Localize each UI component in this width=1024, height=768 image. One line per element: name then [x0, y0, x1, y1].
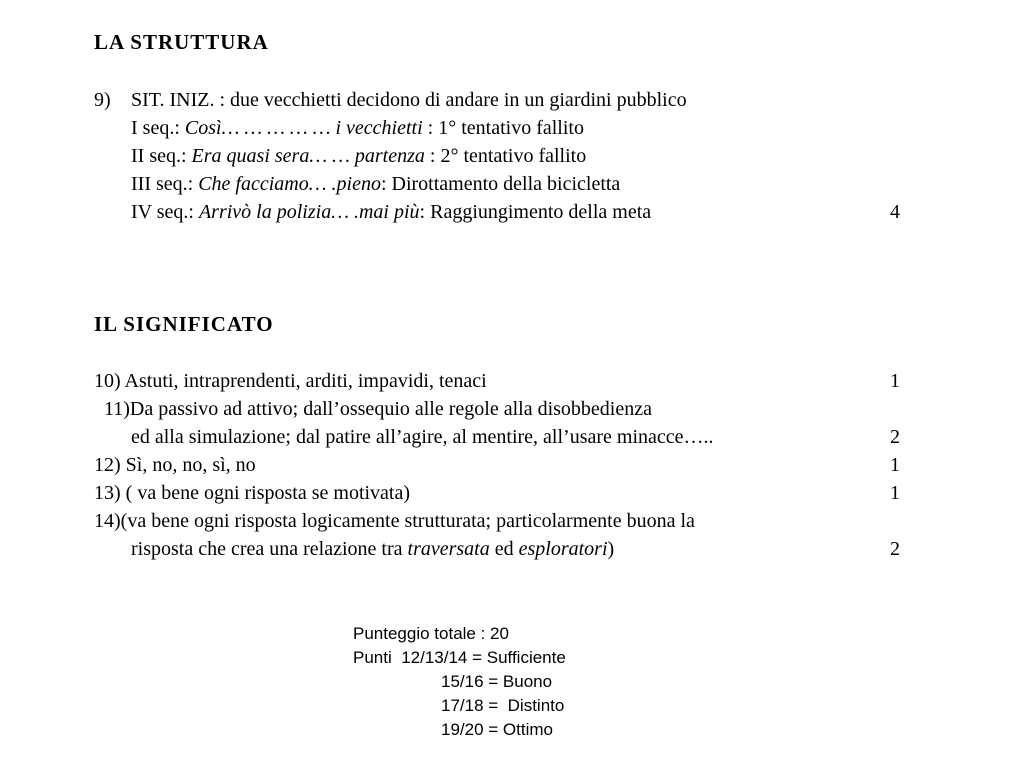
- item-14-italic-esploratori: esploratori: [518, 538, 608, 560]
- sequence-4-prefix: IV seq.:: [131, 201, 199, 223]
- item-14-line-2-start: risposta che crea una relazione tra: [131, 538, 408, 560]
- sequence-2: [131, 142, 586, 170]
- item-11-line-1: 11)Da passivo ad attivo; dall’ossequio alle regole alla disobbedienza: [104, 398, 652, 420]
- summary-total: Punteggio totale : 20: [353, 624, 509, 643]
- sequence-3-rest: : Dirottamento della bicicletta: [380, 173, 621, 195]
- sequence-3: [131, 170, 620, 198]
- section-heading-significato: IL SIGNIFICATO: [94, 312, 274, 336]
- item-10-text: 10) Astuti, intraprendenti, arditi, impavidi, tenaci: [94, 370, 487, 392]
- summary-row-buono: 15/16 = Buono: [441, 672, 553, 691]
- summary-row-ottimo: 19/20 = Ottimo: [441, 720, 553, 739]
- item-14-italic-traversata: traversata: [407, 538, 490, 560]
- item-9-text: SIT. INIZ. : due vecchietti decidono di andare in un giardini pubblico: [131, 89, 687, 111]
- item-11-score: 2: [890, 426, 900, 448]
- sequence-3-prefix: III seq.:: [131, 173, 199, 195]
- item-11-line-2: ed alla simulazione; dal patire all’agire, al mentire, all’usare minacce…..: [131, 426, 714, 448]
- sequence-2-rest: : 2° tentativo fallito: [424, 145, 587, 167]
- sequence-4-rest: : Raggiungimento della meta: [419, 201, 652, 223]
- item-12-text: 12) Sì, no, no, sì, no: [94, 454, 256, 476]
- section-heading-struttura: LA STRUTTURA: [94, 30, 269, 54]
- item-14-line-2-mid: ed: [489, 538, 519, 560]
- item-12-score: 1: [890, 454, 900, 476]
- summary-row-sufficiente: Punti 12/13/14 = Sufficiente: [353, 648, 566, 667]
- sequence-2-quote: Era quasi sera… … partenza: [191, 145, 425, 167]
- item-9-number: 9): [94, 89, 111, 111]
- sequence-2-prefix: II seq.:: [131, 145, 192, 167]
- sequence-4-quote: Arrivò la polizia… .mai più: [198, 201, 420, 223]
- item-10-score: 1: [890, 370, 900, 392]
- item-9-score: 4: [890, 201, 900, 223]
- sequence-1-prefix: I seq.:: [131, 117, 185, 139]
- summary-row-distinto: 17/18 = Distinto: [441, 696, 565, 715]
- item-13-text: 13) ( va bene ogni risposta se motivata): [94, 482, 411, 504]
- sequence-1-quote: Così… … … … … i vecchietti: [184, 117, 423, 139]
- item-14-line-1: 14)(va bene ogni risposta logicamente strutturata; particolarmente buona la: [94, 510, 695, 532]
- sequence-4: [131, 198, 651, 226]
- sequence-1-rest: : 1° tentativo fallito: [422, 117, 584, 139]
- sequence-3-quote: Che facciamo… .pieno: [198, 173, 381, 195]
- item-14-score: 2: [890, 538, 900, 560]
- item-14-line-2-end: ): [607, 538, 615, 560]
- item-14-line-2: [131, 535, 614, 563]
- sequence-1: [131, 114, 584, 142]
- item-13-score: 1: [890, 482, 900, 504]
